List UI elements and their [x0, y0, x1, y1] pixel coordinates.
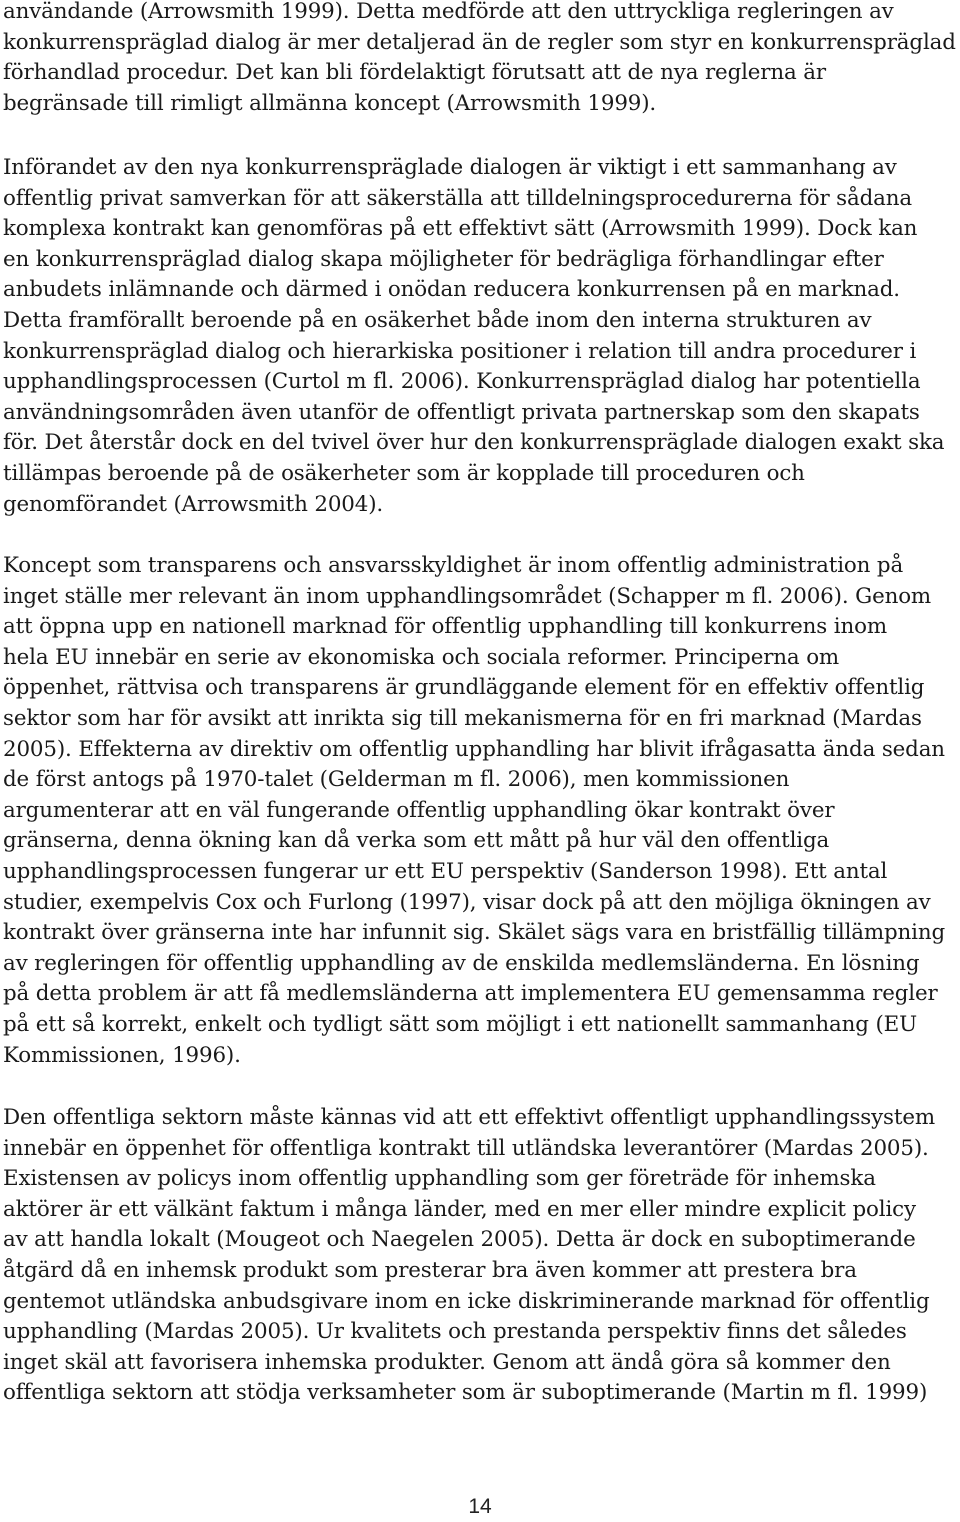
- text-line: 2005). Effekterna av direktiv om offentlig upphandling har blivit ifrågasatta ända sedan: [3, 736, 945, 762]
- text-line: inget skäl att favorisera inhemska produkter. Genom att ändå göra så kommer den: [3, 1349, 891, 1375]
- text-line: tillämpas beroende på de osäkerheter som är kopplade till proceduren och: [3, 460, 805, 486]
- text-line: begränsade till rimligt allmänna koncept (Arrowsmith 1999).: [3, 90, 657, 116]
- text-line: att öppna upp en nationell marknad för offentlig upphandling till konkurrens inom: [3, 614, 887, 640]
- text-line: Kommissionen, 1996).: [3, 1042, 241, 1068]
- text-line: en konkurrenspräglad dialog skapa möjligheter för bedrägliga förhandlingar efter: [3, 246, 884, 272]
- text-line: åtgärd då en inhemsk produkt som presterar bra även kommer att prestera bra: [3, 1257, 857, 1283]
- text-line: för. Det återstår dock en del tvivel över hur den konkurrenspräglade dialogen exakt ska: [3, 430, 945, 456]
- text-line: Existensen av policys inom offentlig upphandling som ger företräde för inhemska: [3, 1166, 876, 1192]
- text-line: upphandling (Mardas 2005). Ur kvalitets och prestanda perspektiv finns det således: [3, 1319, 907, 1345]
- text-line: offentlig privat samverkan för att säkerställa att tilldelningsprocedurerna för sådana: [3, 185, 912, 211]
- text-line: upphandlingsprocessen (Curtol m fl. 2006). Konkurrenspräglad dialog har potentiella: [3, 369, 921, 395]
- text-line: argumenterar att en väl fungerande offentlig upphandling ökar kontrakt över: [3, 797, 835, 823]
- text-line: förhandlad procedur. Det kan bli fördelaktigt förutsatt att de nya reglerna är: [3, 60, 826, 86]
- text-line: konkurrenspräglad dialog och hierarkiska positioner i relation till andra procedurer i: [3, 338, 917, 364]
- text-line: komplexa kontrakt kan genomföras på ett effektivt sätt (Arrowsmith 1999). Dock kan: [3, 216, 918, 242]
- text-line: gentemot utländska anbudsgivare inom en icke diskriminerande marknad för offentlig: [3, 1288, 930, 1314]
- text-line: Detta framförallt beroende på en osäkerhet både inom den interna strukturen av: [3, 307, 872, 333]
- text-line: på detta problem är att få medlemsländerna att implementera EU gemensamma regler: [3, 981, 938, 1007]
- text-line: av att handla lokalt (Mougeot och Naegelen 2005). Detta är dock en suboptimerande: [3, 1227, 916, 1253]
- text-line: Införandet av den nya konkurrenspräglade dialogen är viktigt i ett sammanhang av: [3, 155, 897, 180]
- text-line: anbudets inlämnande och därmed i onödan reducera konkurrensen på en marknad.: [3, 277, 900, 303]
- text-line: kontrakt över gränserna inte har infunnit sig. Skälet sägs vara en bristfällig tillämpning: [3, 920, 946, 946]
- paragraph-1: [3, 0, 956, 119]
- text-line: gränserna, denna ökning kan då verka som ett mått på hur väl den offentliga: [3, 828, 830, 854]
- text-line: hela EU innebär en serie av ekonomiska och sociala reformer. Principerna om: [3, 644, 840, 670]
- text-line: Koncept som transparens och ansvarsskyldighet är inom offentlig administration på: [3, 553, 904, 578]
- page-number: 14: [468, 1495, 492, 1518]
- text-line: användande (Arrowsmith 1999). Detta medförde att den uttryckliga regleringen av: [3, 0, 894, 24]
- text-line: studier, exempelvis Cox och Furlong (1997), visar dock på att den möjliga ökningen av: [3, 889, 931, 915]
- text-line: användningsområden även utanför de offentligt privata partnerskap som den skapats: [3, 399, 920, 425]
- paragraph-2: [3, 153, 944, 520]
- text-line: de först antogs på 1970-talet (Gelderman m fl. 2006), men kommissionen: [3, 767, 790, 793]
- text-line: innebär en öppenhet för offentliga kontrakt till utländska leverantörer (Mardas 2005).: [3, 1135, 929, 1161]
- text-line: inget ställe mer relevant än inom upphandlingsområdet (Schapper m fl. 2006). Genom: [3, 583, 932, 609]
- text-line: offentliga sektorn att stödja verksamheter som är suboptimerande (Martin m fl. 1999): [3, 1380, 928, 1406]
- text-line: aktörer är ett välkänt faktum i många länder, med en mer eller mindre explicit policy: [3, 1196, 916, 1222]
- text-line: sektor som har för avsikt att inrikta sig till mekanismerna för en fri marknad (Mardas: [3, 705, 922, 731]
- text-line: av regleringen för offentlig upphandling av de enskilda medlemsländerna. En lösning: [3, 950, 920, 976]
- text-line: upphandlingsprocessen fungerar ur ett EU perspektiv (Sanderson 1998). Ett antal: [3, 858, 888, 884]
- text-line: genomförandet (Arrowsmith 2004).: [3, 491, 384, 517]
- paragraph-3: [3, 551, 945, 1071]
- text-line: konkurrenspräglad dialog är mer detaljerad än de regler som styr en konkurrenspräglad: [3, 29, 956, 55]
- text-line: Den offentliga sektorn måste kännas vid att ett effektivt offentligt upphandlingssystem: [3, 1105, 935, 1130]
- paragraph-4: [3, 1103, 935, 1409]
- text-line: på ett så korrekt, enkelt och tydligt sätt som möjligt i ett nationellt sammanhang (EU: [3, 1011, 917, 1037]
- text-line: öppenhet, rättvisa och transparens är grundläggande element för en effektiv offentlig: [3, 675, 925, 701]
